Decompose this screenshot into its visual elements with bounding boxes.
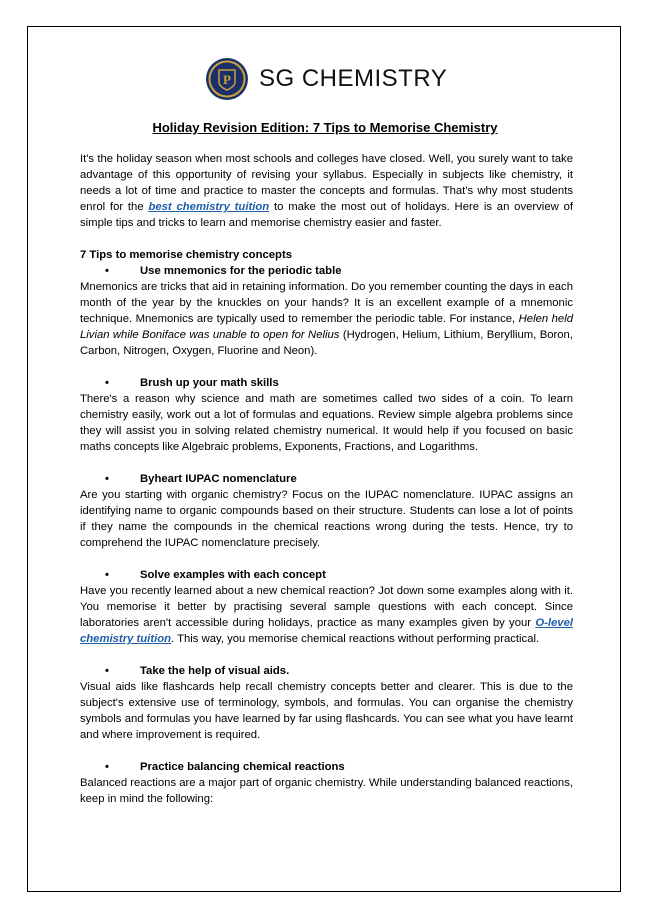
tip-heading-1: • Use mnemonics for the periodic table <box>105 265 342 277</box>
tip-paragraph-5: Visual aids like flashcards help recall chemistry concepts better and clearer. This is due to the subject's extensive use of terminology, symbols, and formulas. You can organise the chemistry symbols and formulas you have learned by far using flashcards. You can see what you have learnt and where improvement is required. <box>80 681 573 741</box>
tip-paragraph-6: Balanced reactions are a major part of organic chemistry. While understanding balanced reactions, keep in mind the following: <box>80 777 573 805</box>
svg-text:P: P <box>223 72 231 87</box>
o-level-chemistry-tuition-link[interactable]: O-level chemistry tuition <box>80 617 573 645</box>
crest-icon <box>205 57 249 101</box>
document-body <box>80 151 573 807</box>
tip-heading-3: • Byheart IUPAC nomenclature <box>105 473 297 485</box>
brand-name: SG CHEMISTRY <box>259 65 448 92</box>
section-heading: 7 Tips to memorise chemistry concepts <box>80 249 292 261</box>
tip-paragraph-3: Are you starting with organic chemistry? Focus on the IUPAC nomenclature. IUPAC assigns an identifying name to organic compounds based on their structure. Students can lose a lot of points if they name the compounds in the chemical reactions wrong during the tests. Hence, try to comprehend the IUPAC nomenclature precisely. <box>80 489 573 549</box>
tip-heading-6: • Practice balancing chemical reactions <box>105 761 345 773</box>
tip-paragraph-2: There's a reason why science and math are sometimes called two sides of a coin. To learn chemistry easily, work out a lot of formulas and equations. Review simple algebra problems since they will assist you in solving related chemistry numerical. It would help if you focused on basic maths concepts like Algebraic problems, Exponents, Fractions, and Logarithms. <box>80 393 573 453</box>
document-title: Holiday Revision Edition: 7 Tips to Memorise Chemistry <box>152 120 498 135</box>
intro-paragraph: It's the holiday season when most schools and colleges have closed. Well, you surely want to take advantage of this opportunity of revising your syllabus. Especially in subjects like chemistry, it needs a lot of time and practice to master the concepts and formulas. That's why most students enrol for the best chemistry tuition to make the most out of holidays. Here is an overview of simple tips and tricks to learn and memorise chemistry easier and faster. <box>80 153 573 229</box>
tip-heading-2: • Brush up your math skills <box>105 377 279 389</box>
logo <box>205 56 447 102</box>
tip-paragraph-1: Mnemonics are tricks that aid in retaining information. Do you remember counting the days in each month of the year by the knuckles on your hands? It is an excellent example of a mnemonic technique. Mnemonics are typically used to remember the periodic table. For instance, Helen held Livian while Boniface was unable to open for Nelius (Hydrogen, Helium, Lithium, Beryllium, Boron, Carbon, Nitrogen, Oxygen, Fluorine and Neon). <box>80 281 573 357</box>
best-chemistry-tuition-link[interactable]: best chemistry tuition <box>148 201 270 213</box>
tip-heading-4: • Solve examples with each concept <box>105 569 326 581</box>
tip-heading-5: • Take the help of visual aids. <box>105 665 290 677</box>
tip-paragraph-4: Have you recently learned about a new chemical reaction? Jot down some examples along with it. You memorise it better by practising several sample questions with each concept. Since laboratories aren't accessible during holidays, practice as many examples given by your O-level chemistry tuition. This way, you memorise chemical reactions without performing practical. <box>80 585 573 645</box>
